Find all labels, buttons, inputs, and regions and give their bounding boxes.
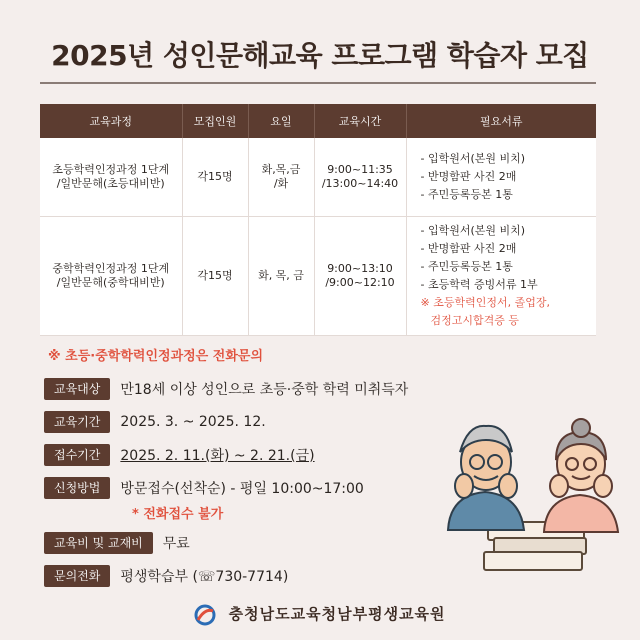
info-value: 평생학습부 (☏730-7714) [120,569,289,585]
info-label: 교육대상 [44,378,110,400]
table-row [40,217,596,336]
info-row-apply-method [44,476,364,500]
header-time: 교육시간 [314,104,406,138]
info-label: 신청방법 [44,477,110,499]
days-cell: 화,목,금 /화 [248,138,314,217]
document-item: - 주민등록등본 1통 [420,260,513,273]
header-days: 요일 [248,104,314,138]
organization-footer [0,603,640,626]
table-header-row [40,104,596,138]
document-item: - 반명함판 사진 2매 [420,242,517,255]
info-value: 2025. 3. ~ 2025. 12. [120,414,266,430]
header-capacity: 모집인원 [182,104,248,138]
time-cell: 9:00~13:10 /9:00~12:10 [314,217,406,336]
document-item: - 주민등록등본 1통 [420,188,513,201]
info-row-contact [44,564,288,588]
curriculum-table [40,104,596,336]
info-row-registration [44,443,315,467]
organization-name: 충청남도교육청남부평생교육원 [228,605,446,623]
document-note: 검정고시합격증 등 [430,314,520,327]
phone-inquiry-note: ※ 초등·중학학력인정과정은 전화문의 [48,349,263,364]
days-cell: 화, 목, 금 [248,217,314,336]
info-label: 문의전화 [44,565,110,587]
document-item: - 입학원서(본원 비치) [420,152,526,165]
elderly-couple-illustration [440,400,640,580]
info-row-period [44,410,266,434]
info-row-target [44,377,408,401]
course-cell: 초등학력인정과정 1단계 /일반문해(초등대비반) [40,138,182,217]
info-value: 만18세 이상 성인으로 초등·중학 학력 미취득자 [120,382,409,398]
apply-note: * 전화접수 불가 [132,507,224,522]
info-row-fee [44,531,190,555]
info-label: 교육비 및 교재비 [44,532,153,554]
organization-logo-icon [194,604,216,626]
header-documents: 필요서류 [406,104,596,138]
page-title: 2025년 성인문해교육 프로그램 학습자 모집 [51,39,589,72]
capacity-cell: 각15명 [182,217,248,336]
info-label: 교육기간 [44,411,110,433]
document-item: - 반명함판 사진 2매 [420,170,517,183]
info-value: 2025. 2. 11.(화) ~ 2. 21.(금) [120,448,315,464]
time-cell: 9:00~11:35 /13:00~14:40 [314,138,406,217]
capacity-cell: 각15명 [182,138,248,217]
document-item: - 입학원서(본원 비치) [420,224,526,237]
table-row [40,138,596,217]
document-item: - 초등학력 증빙서류 1부 [420,278,538,291]
document-note: ※ 초등학력인정서, 졸업장, [420,296,550,309]
documents-cell [406,217,596,336]
info-label: 접수기간 [44,444,110,466]
header-course: 교육과정 [40,104,182,138]
info-value: 방문접수(선착순) - 평일 10:00~17:00 [120,481,364,497]
documents-cell [406,138,596,217]
course-cell: 중학학력인정과정 1단계 /일반문해(중학대비반) [40,217,182,336]
title-divider [40,82,596,84]
info-value: 무료 [162,536,190,552]
